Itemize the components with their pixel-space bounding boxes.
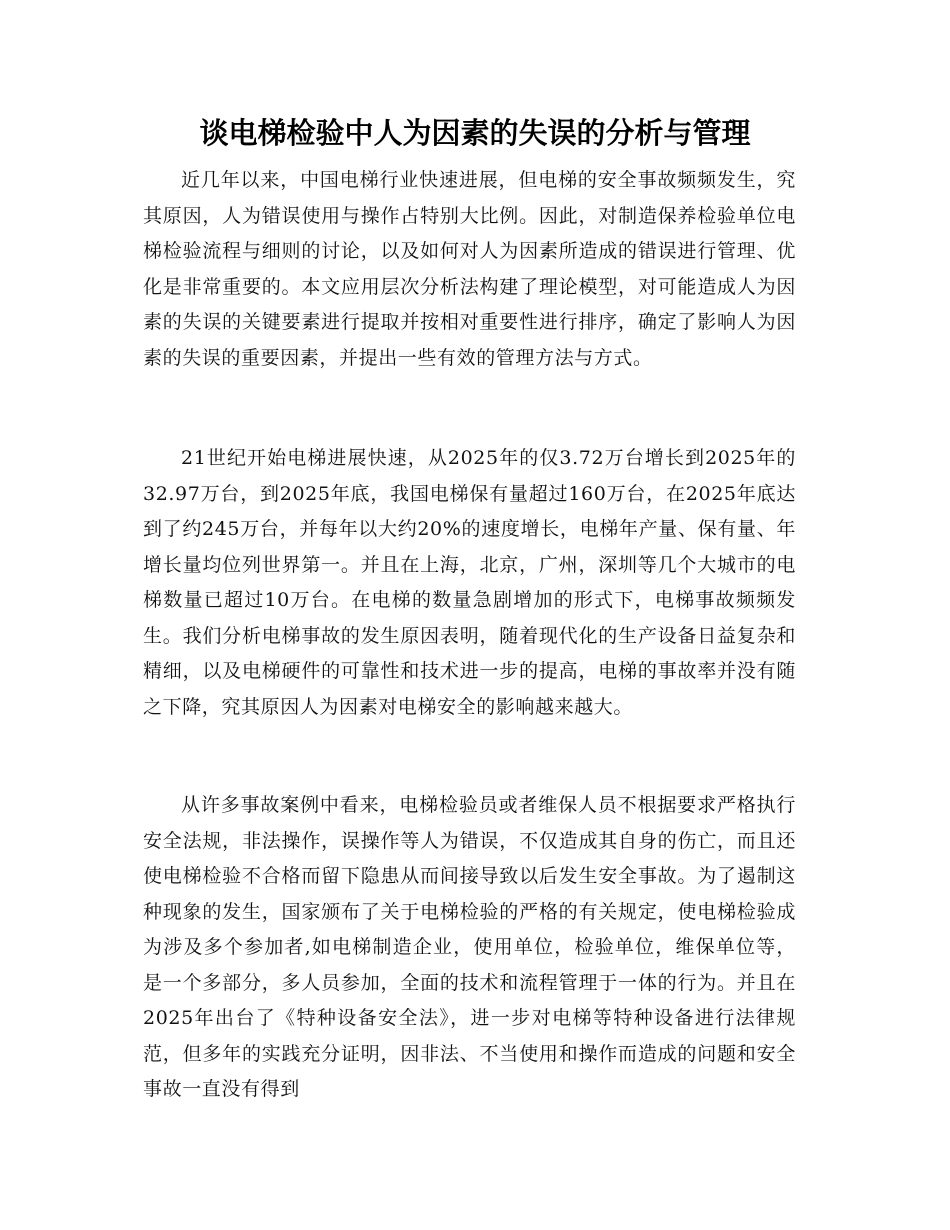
paragraph-accidents: 从许多事故案例中看来，电梯检验员或者维保人员不根据要求严格执行安全法规，非法操作，误操作等人为错误，不仅造成其自身的伤亡，而且还使电梯检验不合格而留下隐患从而间接导致以后发生安全事故。为了遏制这种现象的发生，国家颁布了关于电梯检验的严格的有关规定，使电梯检验成为涉及多个参加者,如电梯制造企业，使用单位，检验单位，维保单位等，是一个多部分，多人员参加，全面的技术和流程管理于一体的行为。并且在2025年出台了《特种设备安全法》，进一步对电梯等特种设备进行法律规范，但多年的实践充分证明，因非法、不当使用和操作而造成的问题和安全事故一直没有得到 <box>143 794 796 1100</box>
document-title: 谈电梯检验中人为因素的失误的分析与管理 <box>199 116 751 150</box>
paragraph-intro: 近几年以来，中国电梯行业快速进展，但电梯的安全事故频频发生，究其原因，人为错误使用与操作占特别大比例。因此，对制造保养检验单位电梯检验流程与细则的讨论，以及如何对人为因素所造成的错误进行管理、优化是非常重要的。本文应用层次分析法构建了理论模型，对可能造成人为因素的失误的关键要素进行提取并按相对重要性进行排序，确定了影响人为因素的失误的重要因素，并提出一些有效的管理方法与方式。 <box>143 169 796 369</box>
paragraph-growth: 21世纪开始电梯进展快速，从2025年的仅3.72万台增长到2025年的32.97万台，到2025年底，我国电梯保有量超过160万台，在2025年底达到了约245万台，并每年以大约20%的速度增长，电梯年产量、保有量、年增长量均位列世界第一。并且在上海，北京，广州，深圳等几个大城市的电梯数量已超过10万台。在电梯的数量急剧增加的形式下，电梯事故频频发生。我们分析电梯事故的发生原因表明，随着现代化的生产设备日益复杂和精细，以及电梯硬件的可靠性和技术进一步的提高，电梯的事故率并没有随之下降，究其原因人为因素对电梯安全的影响越来越大。 <box>143 447 796 718</box>
